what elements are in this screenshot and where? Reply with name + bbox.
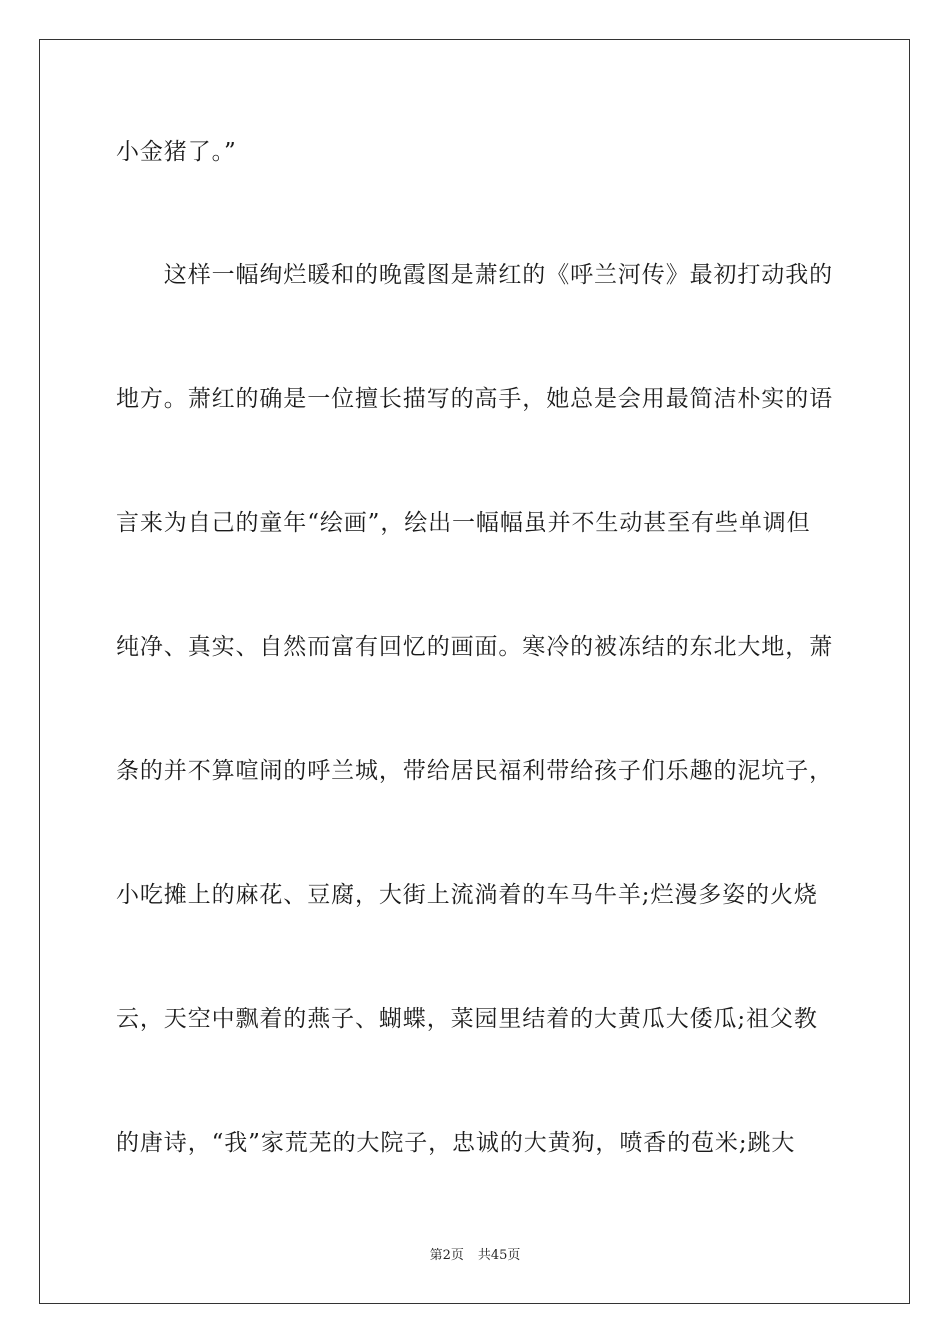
page-border <box>39 39 910 1304</box>
body-text-line-2: 这样一幅绚烂暖和的晚霞图是萧红的《呼兰河传》最初打动我的 <box>116 262 833 288</box>
body-text-line-7: 小吃摊上的麻花、豆腐，大街上流淌着的车马牛羊;烂漫多姿的火烧 <box>116 882 818 908</box>
body-text-line-9: 的唐诗，“我”家荒芜的大院子，忠诚的大黄狗，喷香的苞米;跳大 <box>116 1130 796 1156</box>
body-text-line-5: 纯净、真实、自然而富有回忆的画面。寒冷的被冻结的东北大地，萧 <box>116 634 833 660</box>
body-text-line-4: 言来为自己的童年“绘画”，绘出一幅幅虽并不生动甚至有些单调但 <box>116 510 811 536</box>
body-text-line-3: 地方。萧红的确是一位擅长描写的高手，她总是会用最简洁朴实的语 <box>116 386 833 412</box>
page-footer <box>0 1247 950 1265</box>
body-text-line-1: 小金猪了。” <box>116 139 237 165</box>
body-text-line-6: 条的并不算喧闹的呼兰城，带给居民福利带给孩子们乐趣的泥坑子， <box>116 758 833 784</box>
page-number: 第2页 <box>429 1248 464 1263</box>
body-text-line-8: 云，天空中飘着的燕子、蝴蝶，菜园里结着的大黄瓜大倭瓜;祖父教 <box>116 1006 818 1032</box>
total-pages: 共45页 <box>477 1248 521 1263</box>
